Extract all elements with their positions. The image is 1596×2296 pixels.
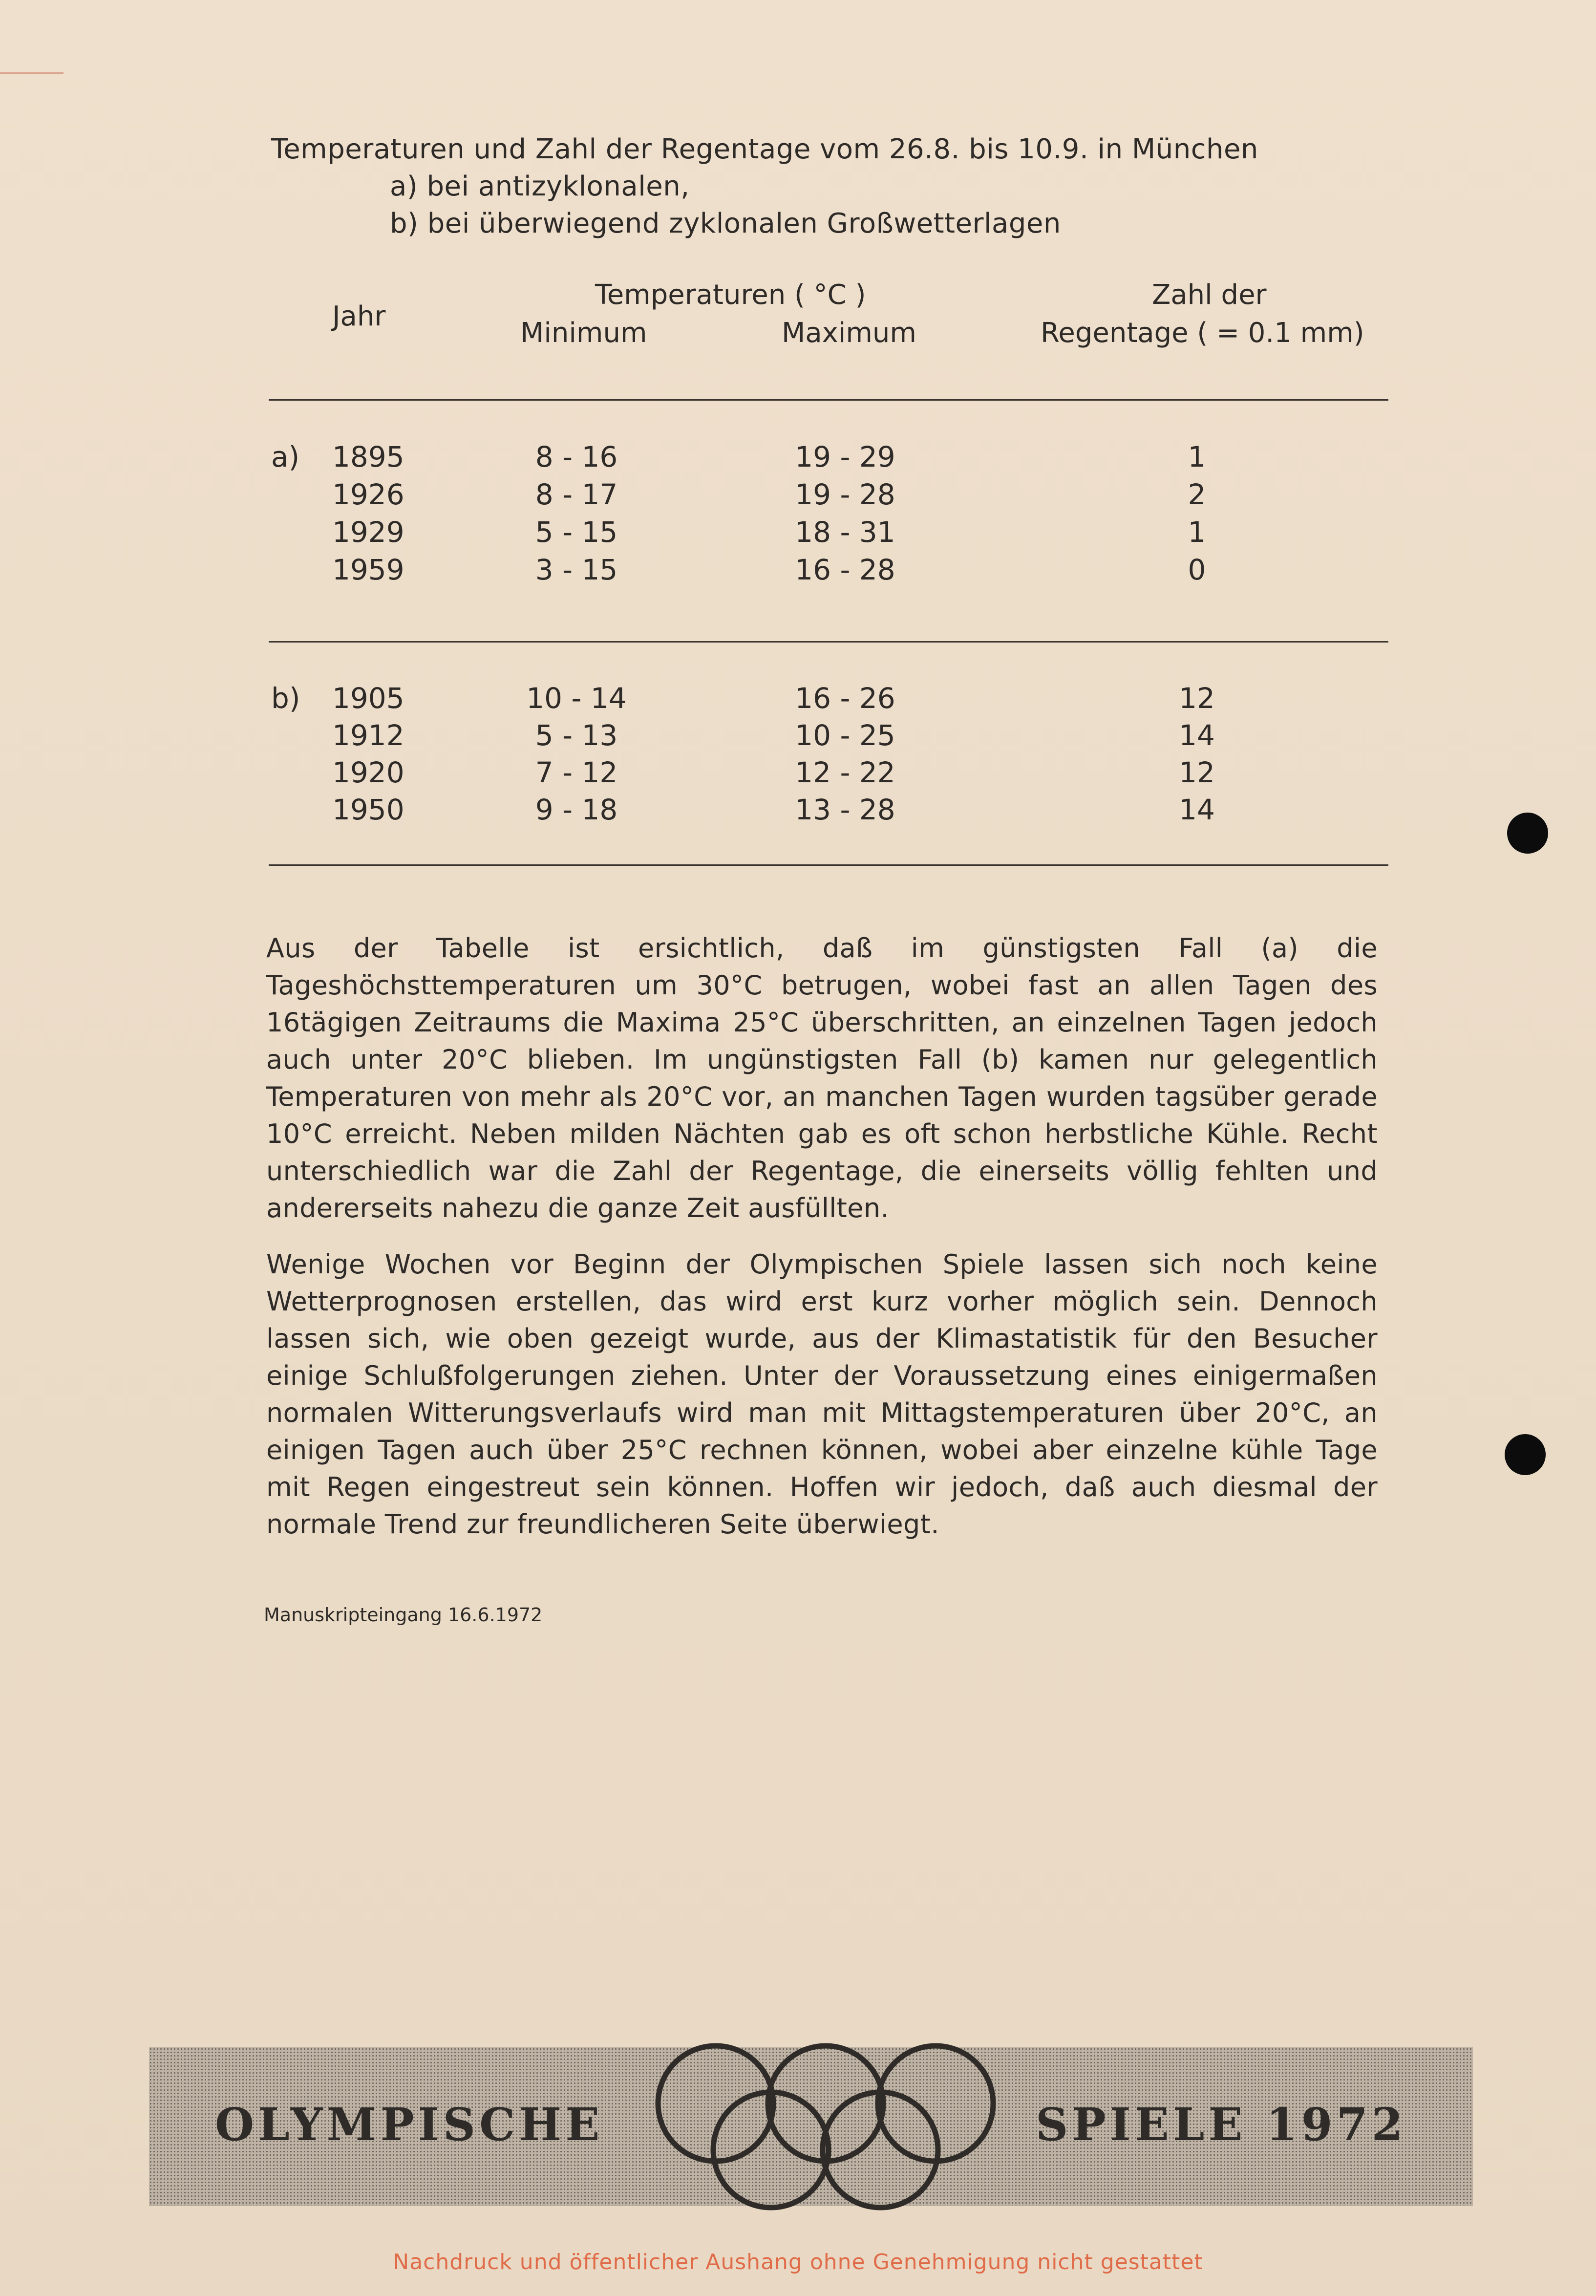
- table-rule-middle: [269, 641, 1388, 643]
- caption-line-2: a) bei antizyklonalen,: [390, 171, 690, 202]
- banner-text-left: OLYMPISCHE: [215, 2098, 604, 2151]
- paragraph-forecast: Wenige Wochen vor Beginn der Olympischen Spiele lassen sich noch keine Wetterprognosen erstellen, das wird erst kurz vorher möglich sein. Dennoch lassen sich, wie oben gezeigt wurde, aus der Klimastatistik für den Besucher einige Schlußfolgerungen ziehen. Unter der Voraussetzung eines einigermaßen normalen Witterungsverlaufs wird man mit Mittagstemperaturen über 20°C, an einigen Tagen auch über 25°C rechnen können, wobei aber einzelne kühle Tage mit Regen eingestreut sein können. Hoffen wir jedoch, daß auch diesmal der normale Trend zur freundlicheren Seite überwiegt.: [266, 1249, 1378, 1540]
- table-cell-max: 19 - 28: [795, 478, 895, 511]
- table-cell-year: 1950: [332, 793, 404, 826]
- table-cell-min: 8 - 17: [535, 478, 618, 511]
- banner-text-right: SPIELE 1972: [1036, 2098, 1407, 2151]
- table-cell-year: 1929: [332, 515, 404, 549]
- table-cell-rain: 14: [1179, 719, 1215, 752]
- table-cell-min: 7 - 12: [535, 756, 618, 789]
- col-header-rain-title: Zahl der: [1152, 279, 1267, 311]
- reprint-notice: Nachdruck und öffentlicher Aushang ohne Genehmigung nicht gestattet: [393, 2250, 1203, 2275]
- table-cell-min: 3 - 15: [535, 553, 618, 586]
- olympic-rings-icon: [635, 2033, 1016, 2218]
- table-caption: [271, 131, 1258, 242]
- table-cell-min: 5 - 15: [535, 515, 618, 549]
- col-header-rain-sub: Regentage ( = 0.1 mm): [1041, 317, 1364, 349]
- group-a-label: a): [271, 440, 300, 473]
- table-rule-bottom: [269, 864, 1388, 866]
- table-cell-min: 8 - 16: [535, 440, 618, 473]
- table-cell-max: 12 - 22: [795, 756, 895, 789]
- table-cell-min: 5 - 13: [535, 719, 618, 752]
- table-cell-rain: 0: [1188, 553, 1206, 586]
- caption-line-1: Temperaturen und Zahl der Regentage vom 26.8. bis 10.9. in München: [271, 133, 1258, 165]
- table-cell-year: 1920: [332, 756, 404, 789]
- table-cell-rain: 1: [1188, 440, 1206, 473]
- paper-edge-mark: [0, 72, 64, 74]
- table-cell-min: 10 - 14: [526, 682, 627, 715]
- caption-line-3: b) bei überwiegend zyklonalen Großwetterlagen: [390, 208, 1061, 239]
- table-cell-year: 1905: [332, 682, 404, 715]
- col-header-maximum: Maximum: [782, 317, 916, 349]
- table-cell-rain: 14: [1179, 793, 1215, 826]
- table-rule-top: [269, 399, 1388, 401]
- table-cell-rain: 2: [1188, 478, 1206, 511]
- group-b-label: b): [271, 682, 300, 715]
- table-cell-max: 13 - 28: [795, 793, 895, 826]
- punch-hole-lower: [1505, 1434, 1546, 1475]
- table-cell-max: 16 - 28: [795, 553, 895, 586]
- table-cell-max: 19 - 29: [795, 440, 895, 473]
- punch-hole-upper: [1507, 813, 1548, 854]
- table-cell-rain: 12: [1179, 756, 1215, 789]
- table-cell-max: 16 - 26: [795, 682, 895, 715]
- col-header-year: Jahr: [332, 300, 386, 332]
- col-header-temperature: Temperaturen ( °C ): [595, 279, 866, 311]
- table-cell-rain: 1: [1188, 515, 1206, 549]
- col-header-minimum: Minimum: [520, 317, 647, 349]
- table-cell-max: 10 - 25: [795, 719, 895, 752]
- manuscript-received-note: Manuskripteingang 16.6.1972: [264, 1604, 543, 1626]
- table-cell-rain: 12: [1179, 682, 1215, 715]
- table-cell-year: 1959: [332, 553, 404, 586]
- paragraph-analysis: Aus der Tabelle ist ersichtlich, daß im günstigsten Fall (a) die Tageshöchsttemperaturen um 30°C betrugen, wobei fast an allen Tagen des 16tägigen Zeitraums die Maxima 25°C überschritten, an einzelnen Tagen jedoch auch unter 20°C blieben. Im ungünstigsten Fall (b) kamen nur gelegentlich Temperaturen von mehr als 20°C vor, an manchen Tagen wurden tagsüber gerade 10°C erreicht. Neben milden Nächten gab es oft schon herbstliche Kühle. Recht unterschiedlich war die Zahl der Regentage, die einerseits völlig fehlten und andererseits nahezu die ganze Zeit ausfüllten.: [266, 933, 1378, 1223]
- table-cell-year: 1926: [332, 478, 404, 511]
- table-cell-max: 18 - 31: [795, 515, 895, 549]
- table-cell-min: 9 - 18: [535, 793, 618, 826]
- table-cell-year: 1912: [332, 719, 404, 752]
- table-cell-year: 1895: [332, 440, 404, 473]
